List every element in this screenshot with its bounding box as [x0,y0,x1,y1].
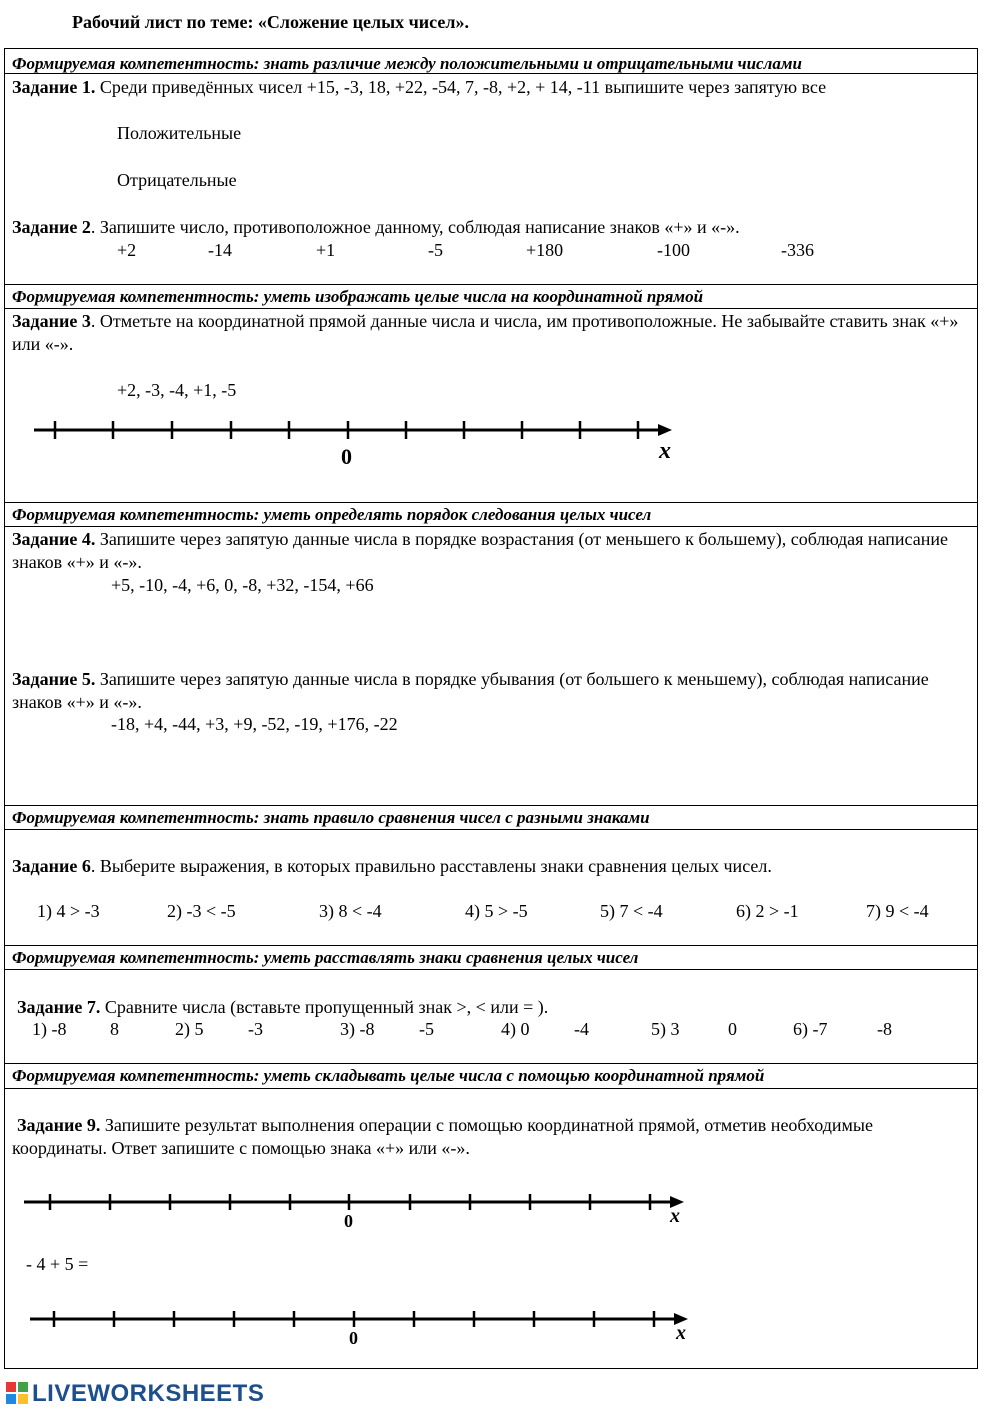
competence-heading-4: Формируемая компетентность: знать правило сравнения чисел с разными знаками [12,808,650,827]
zero-label: 0 [344,1211,353,1231]
negative-label: Отрицательные [117,170,237,190]
expression: - 4 + 5 = [26,1254,89,1274]
divider [4,1063,978,1064]
task1-label: Задание 1. [12,77,96,97]
comparison-option: 4) 5 > -5 [465,901,528,921]
task3-numbers: +2, -3, -4, +1, -5 [117,380,237,400]
competence-heading-6: Формируемая компетентность: уметь складывать целые числа с помощью координатной прямой [12,1066,765,1085]
compare-pair-left: 4) 0 [501,1019,530,1039]
task7-text: Сравните числа (вставьте пропущенный знак >, < или = ). [100,997,549,1017]
task2-number: -100 [657,240,690,260]
task9-label: Задание 9. [17,1115,101,1135]
task7 [17,996,548,1019]
divider [4,945,978,946]
task5-numbers: -18, +4, -44, +3, +9, -52, -19, +176, -22 [111,714,398,734]
task2-number: +180 [526,240,564,260]
compare-pair-right: 8 [110,1019,119,1039]
task2-text: . Запишите число, противоположное данному, соблюдая написание знаков «+» и «-». [90,217,740,237]
task5 [12,668,962,714]
competence-heading-1: Формируемая компетентность: знать различие между положительными и отрицательными числами [12,54,802,73]
logo-icon [6,1382,30,1406]
axis-label: x [670,1205,680,1227]
comparison-option: 6) 2 > -1 [736,901,799,921]
task3-label: Задание 3 [12,311,91,331]
task4-numbers: +5, -10, -4, +6, 0, -8, +32, -154, +66 [111,575,374,595]
comparison-option: 1) 4 > -3 [37,901,100,921]
task1 [12,76,972,99]
compare-pair-right: 0 [728,1019,737,1039]
divider [4,829,978,830]
comparison-option: 3) 8 < -4 [319,901,382,921]
compare-pair-right: -4 [574,1019,589,1039]
compare-pair-right: -5 [419,1019,434,1039]
axis-label: x [659,438,671,464]
logo-text: LIVEWORKSHEETS [32,1380,265,1407]
positive-label: Положительные [117,123,242,143]
task5-text: Запишите через запятую данные числа в порядке убывания (от большего к меньшему), соблюдая написание знаков «+» и «-». [12,669,929,712]
task2-label: Задание 2 [12,217,91,237]
task5-label: Задание 5. [12,669,96,689]
zero-label: 0 [341,444,352,469]
compare-pair-left: 5) 3 [651,1019,680,1039]
zero-label: 0 [349,1328,358,1348]
task2-number: +1 [316,240,336,260]
task3 [12,310,962,356]
divider [4,73,978,74]
divider [4,969,978,970]
task2 [12,216,740,239]
divider [4,502,978,503]
task3-text: . Отметьте на координатной прямой данные числа и числа, им противоположные. Не забывайте ставить знак «+» или «-». [12,311,959,354]
compare-pair-right: -8 [877,1019,892,1039]
task2-number: -5 [428,240,443,260]
page-title: Рабочий лист по теме: «Сложение целых чисел». [72,12,469,32]
task4-label: Задание 4. [12,529,96,549]
divider [4,526,978,527]
task2-number: -14 [208,240,232,260]
task6-label: Задание 6 [12,856,91,876]
compare-pair-right: -3 [248,1019,263,1039]
comparison-option: 2) -3 < -5 [167,901,236,921]
compare-pair-left: 6) -7 [793,1019,828,1039]
task4 [12,528,972,574]
task9-text: Запишите результат выполнения операции с помощью координатной прямой, отметив необходимые координаты. Ответ запишите с помощью знака «+» или «-». [12,1115,873,1158]
task4-text: Запишите через запятую данные числа в порядке возрастания (от меньшего к большему), соблюдая написание знаков «+» и «-». [12,529,948,572]
compare-pair-left: 3) -8 [340,1019,375,1039]
divider [4,805,978,806]
competence-heading-2: Формируемая компетентность: уметь изображать целые числа на координатной прямой [12,287,704,306]
divider [4,1088,978,1089]
task2-number: -336 [781,240,814,260]
compare-pair-left: 1) -8 [32,1019,67,1039]
task9 [12,1114,952,1160]
competence-heading-5: Формируемая компетентность: уметь расставлять знаки сравнения целых чисел [12,948,639,967]
comparison-option: 7) 9 < -4 [866,901,929,921]
liveworksheets-logo[interactable] [6,1380,264,1408]
task6 [12,855,772,878]
task7-label: Задание 7. [17,997,101,1017]
axis-label: x [676,1322,686,1344]
competence-heading-3: Формируемая компетентность: уметь определять порядок следования целых чисел [12,505,652,524]
task2-number: +2 [117,240,137,260]
task6-text: . Выберите выражения, в которых правильно расставлены знаки сравнения целых чисел. [90,856,772,876]
comparison-option: 5) 7 < -4 [600,901,663,921]
task1-text: Среди приведённых чисел +15, -3, 18, +22, -54, 7, -8, +2, + 14, -11 выпишите через запятую все [95,77,827,97]
compare-pair-left: 2) 5 [175,1019,204,1039]
divider [4,284,978,285]
divider [4,308,978,309]
